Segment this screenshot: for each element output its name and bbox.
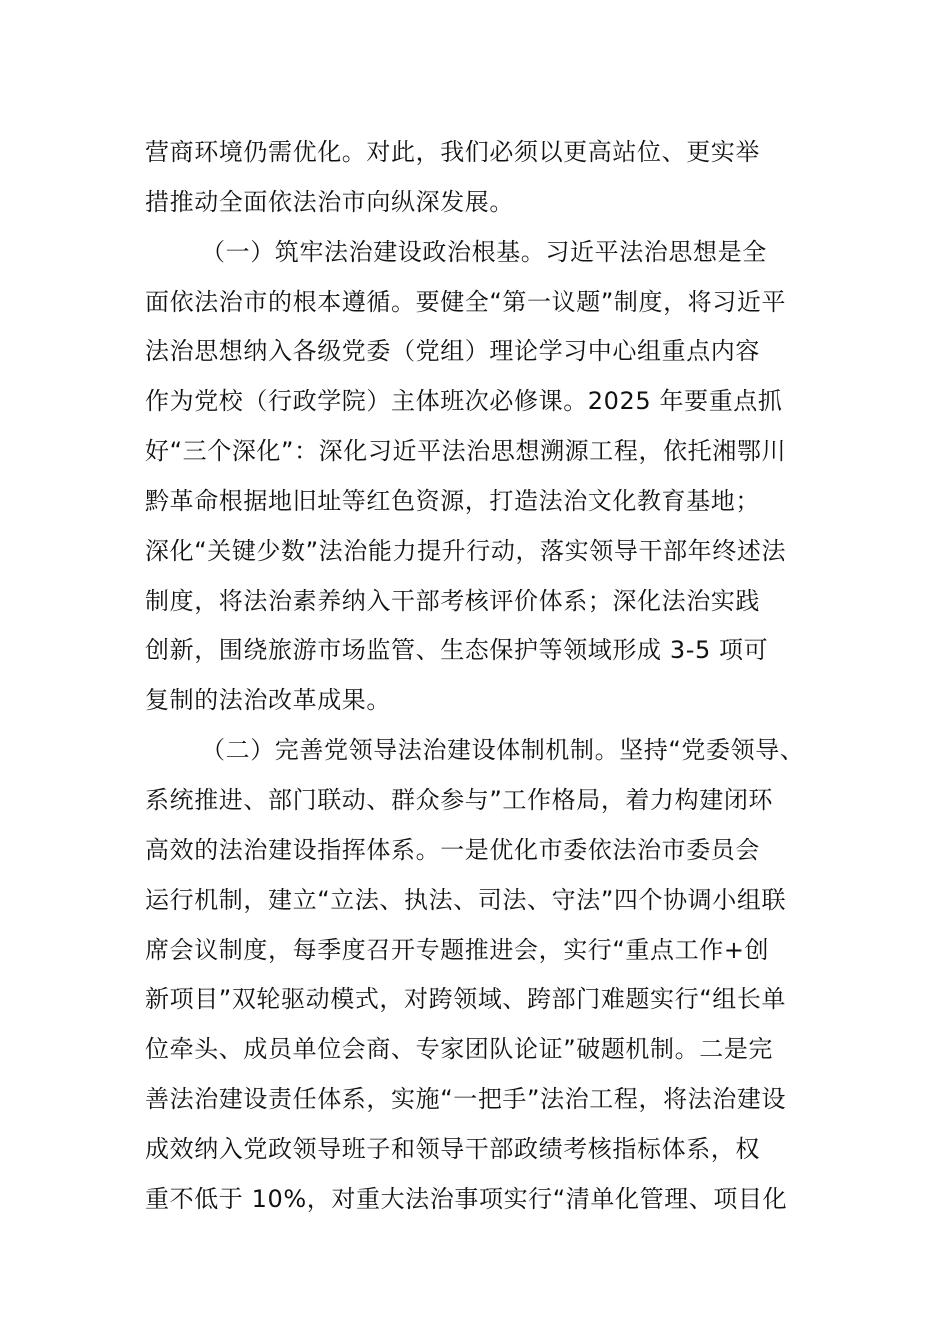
body-text — [145, 128, 825, 1225]
text-line: 复制的法治改革成果。 — [145, 686, 391, 715]
text-line: 制度，将法治素养纳入干部考核评价体系；深化法治实践 — [145, 586, 760, 615]
text-line: 高效的法治建设指挥体系。一是优化市委依法治市委员会 — [145, 835, 760, 864]
text-line: 运行机制，建立“立法、执法、司法、守法”四个协调小组联 — [145, 885, 787, 914]
text-line: 法治思想纳入各级党委（党组）理论学习中心组重点内容 — [145, 337, 760, 366]
section-heading-line: （二）完善党领导法治建设体制机制。坚持“党委领导、 — [201, 736, 805, 765]
text-line: 重不低于 10%，对重大法治事项实行“清单化管理、项目化 — [145, 1184, 788, 1213]
text-line: 深化“关键少数”法治能力提升行动，落实领导干部年终述法 — [145, 536, 787, 565]
text-line: 新项目”双轮驱动模式，对跨领域、跨部门难题实行“组长单 — [145, 985, 787, 1014]
text-line: 措推动全面依法治市向纵深发展。 — [145, 187, 514, 216]
text-line: 好“三个深化”：深化习近平法治思想溯源工程，依托湘鄂川 — [145, 437, 787, 466]
text-line: 作为党校（行政学院）主体班次必修课。2025 年要重点抓 — [145, 387, 783, 416]
text-line: 创新，围绕旅游市场监管、生态保护等领域形成 3-5 项可 — [145, 636, 769, 665]
text-line: 系统推进、部门联动、群众参与”工作格局，着力构建闭环 — [145, 785, 774, 814]
text-line: 席会议制度，每季度召开专题推进会，实行“重点工作+创 — [145, 935, 770, 964]
text-line: 面依法治市的根本遵循。要健全“第一议题”制度，将习近平 — [145, 287, 787, 316]
text-line: 成效纳入党政领导班子和领导干部政绩考核指标体系，权 — [145, 1134, 760, 1163]
text-line: 营商环境仍需优化。对此，我们必须以更高站位、更实举 — [145, 138, 760, 166]
section-heading-line: （一）筑牢法治建设政治根基。习近平法治思想是全 — [201, 237, 767, 266]
text-line: 善法治建设责任体系，实施“一把手”法治工程，将法治建设 — [145, 1085, 787, 1114]
text-line: 黔革命根据地旧址等红色资源，打造法治文化教育基地； — [145, 486, 760, 515]
text-line: 位牵头、成员单位会商、专家团队论证”破题机制。二是完 — [145, 1035, 774, 1064]
